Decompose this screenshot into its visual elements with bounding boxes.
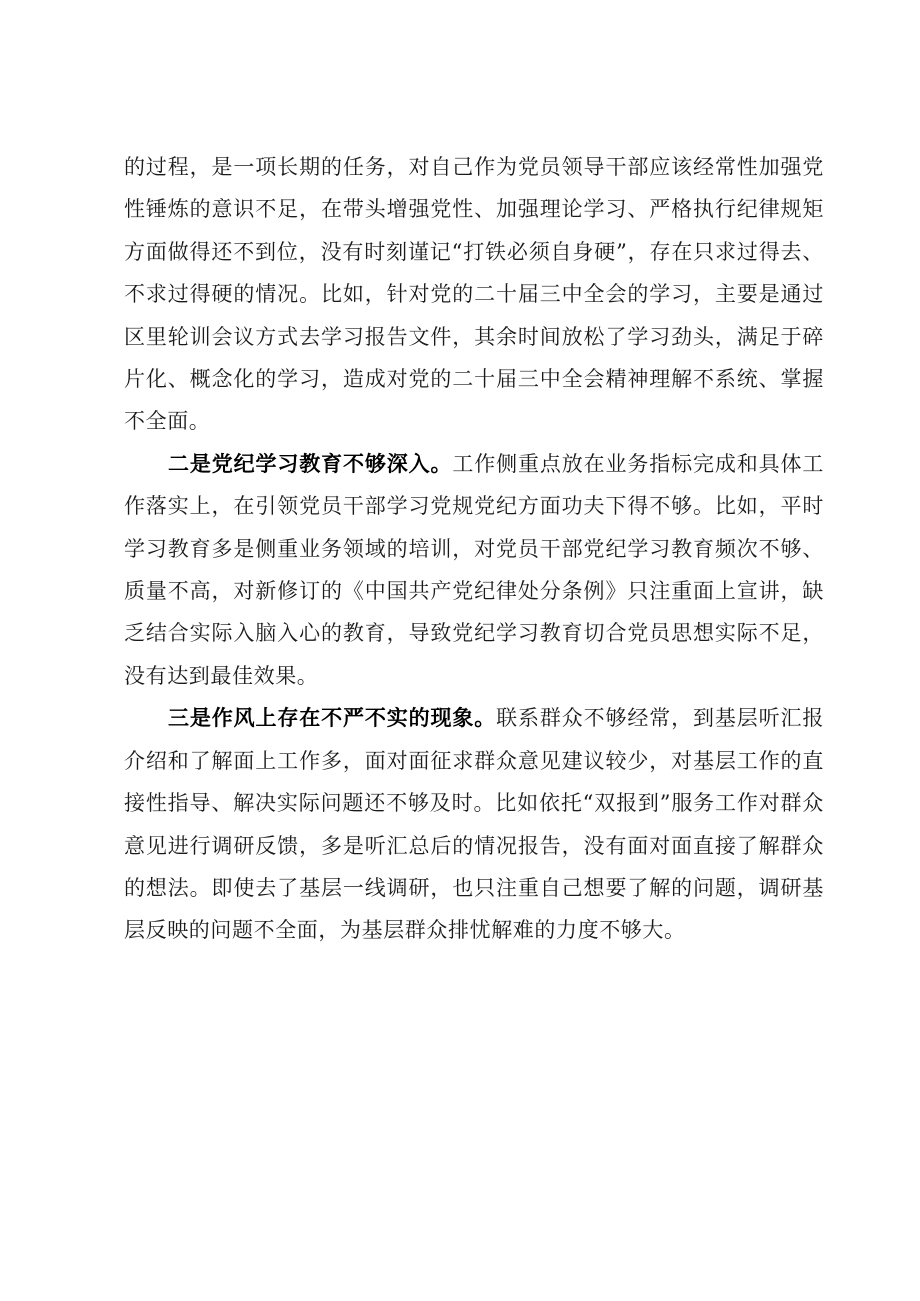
paragraph-point-two	[124, 443, 824, 697]
paragraph-point-three	[124, 697, 824, 951]
paragraph-text: 联系群众不够经常，到基层听汇报介绍和了解面上工作多，面对面征求群众意见建议较少，对基层工作的直接性指导、解决实际问题还不够及时。比如依托“双报到”服务工作对群众意见进行调研反馈，多是听汇总后的情况报告，没有面对面直接了解群众的想法。即使去了基层一线调研，也只注重自己想要了解的问题，调研基层反映的问题不全面，为基层群众排忧解难的力度不够大。	[124, 706, 825, 943]
paragraph-continuation	[124, 146, 824, 443]
paragraph-text: 的过程，是一项长期的任务，对自己作为党员领导干部应该经常性加强党性锤炼的意识不足，在带头增强党性、加强理论学习、严格执行纪律规矩方面做得还不到位，没有时刻谨记“打铁必须自身硬”，存在只求过得去、不求过得硬的情况。比如，针对党的二十届三中全会的学习，主要是通过区里轮训会议方式去学习报告文件，其余时间放松了学习劲头，满足于碎片化、概念化的学习，造成对党的二十届三中全会精神理解不系统、掌握不全面。	[124, 155, 824, 434]
paragraph-text: 工作侧重点放在业务指标完成和具体工作落实上，在引领党员干部学习党规党纪方面功夫下得不够。比如，平时学习教育多是侧重业务领域的培训，对党员干部党纪学习教育频次不够、质量不高，对新修订的《中国共产党纪律处分条例》只注重面上宣讲，缺乏结合实际入脑入心的教育，导致党纪学习教育切合党员思想实际不足，没有达到最佳效果。	[124, 451, 824, 688]
paragraph-heading: 三是作风上存在不严不实的现象。	[168, 705, 497, 731]
document-body	[124, 146, 824, 952]
paragraph-heading: 二是党纪学习教育不够深入。	[168, 450, 453, 476]
